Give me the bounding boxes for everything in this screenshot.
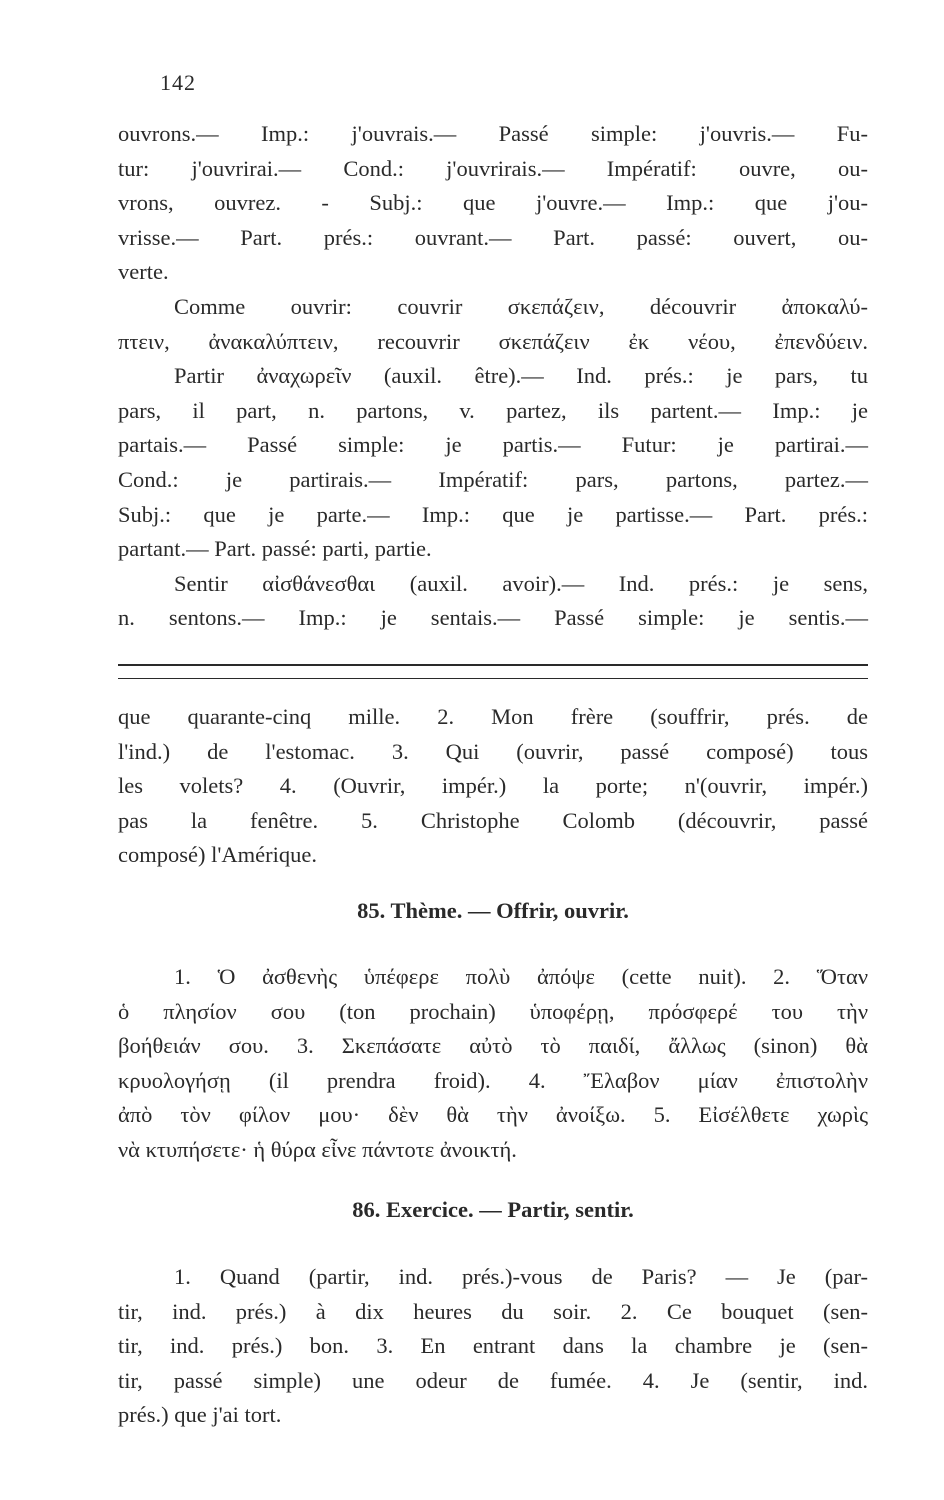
text-line: les volets? 4. (Ouvrir, impér.) la porte; n'(ouvrir, impér.) [118, 773, 868, 799]
text-line: n. sentons.— Imp.: je sentais.— Passé simple: je sentis.— [118, 605, 868, 631]
text-line: que quarante-cinq mille. 2. Mon frère (souffrir, prés. de [118, 704, 868, 729]
text-line: Subj.: que je parte.— Imp.: que je partisse.— Part. prés.: [118, 501, 868, 527]
separator-rule [118, 664, 868, 666]
text-line: Comme ouvrir: couvrir σκεπάζειν, découvrir ἀποκαλύ- [174, 293, 868, 319]
text-line: pars, il part, n. partons, v. partez, ils partent.— Imp.: je [118, 397, 868, 423]
text-line: Cond.: je partirais.— Impératif: pars, partons, partez.— [118, 466, 868, 492]
separator-rule [118, 678, 868, 679]
text-line: κρυολογήσῃ (il prendra froid). 4. Ἔλαβον μίαν ἐπιστολὴν [118, 1067, 868, 1093]
text-line: ouvrons.— Imp.: j'ouvrais.— Passé simple: j'ouvris.— Fu- [118, 121, 868, 146]
text-line: tir, passé simple) une odeur de fumée. 4. Je (sentir, ind. [118, 1367, 868, 1393]
text-line: νὰ κτυπήσετε· ἡ θύρα εἶνε πάντοτε ἀνοικτή. [118, 1136, 517, 1162]
section-86-text [118, 1260, 868, 1433]
text-line: pas la fenêtre. 5. Christophe Colomb (découvrir, passé [118, 807, 868, 833]
section-86-title: 86. Exercice. — Partir, sentir. [352, 1197, 634, 1222]
text-line: composé) l'Amérique. [118, 842, 317, 868]
text-line: prés.) que j'ai tort. [118, 1402, 282, 1428]
text-line: 1. Quand (partir, ind. prés.)-vous de Paris? — Je (par- [174, 1264, 868, 1289]
text-line: tir, ind. prés.) bon. 3. En entrant dans la chambre je (sen- [118, 1333, 868, 1359]
text-line: verte. [118, 259, 169, 285]
text-line: βοήθειάν σου. 3. Σκεπάσατε αὐτὸ τὸ παιδί, ἄλλως (sinon) θὰ [118, 1033, 868, 1059]
text-line: Sentir αἰσθάνεσθαι (auxil. avoir).— Ind. prés.: je sens, [174, 570, 868, 596]
section-85-title: 85. Thème. — Offrir, ouvrir. [357, 898, 629, 923]
text-line: Partir ἀναχωρεῖν (auxil. être).— Ind. prés.: je pars, tu [174, 363, 868, 389]
text-line: tir, ind. prés.) à dix heures du soir. 2. Ce bouquet (sen- [118, 1298, 868, 1324]
text-line: vrisse.— Part. prés.: ouvrant.— Part. passé: ouvert, ou- [118, 224, 868, 250]
exercise-continuation [118, 700, 868, 873]
text-line: ἀπὸ τὸν φίλον μου· δὲν θὰ τὴν ἀνοίξω. 5. Εἰσέλθετε χωρὶς [118, 1102, 868, 1128]
text-line: tur: j'ouvrirai.— Cond.: j'ouvrirais.— Impératif: ouvre, ou- [118, 155, 868, 181]
text-line: 1. Ὁ ἀσθενὴς ὑπέφερε πολὺ ἀπόψε (cette nuit). 2. Ὅταν [174, 964, 868, 989]
text-line: ὁ πλησίον σου (ton prochain) ὑποφέρῃ, πρόσφερέ του τὴν [118, 998, 868, 1024]
text-line: l'ind.) de l'estomac. 3. Qui (ouvrir, passé composé) tous [118, 738, 868, 764]
section-85-text [118, 960, 868, 1168]
page-number: 142 [160, 70, 196, 95]
text-line: vrons, ouvrez. - Subj.: que j'ouvre.— Imp.: que j'ou- [118, 190, 868, 216]
text-line: partais.— Passé simple: je partis.— Futur: je partirai.— [118, 432, 868, 458]
conjugation-text [118, 117, 868, 636]
text-line: partant.— Part. passé: parti, partie. [118, 536, 432, 562]
text-line: πτειν, ἀνακαλύπτειν, recouvrir σκεπάζειν ἐκ νέου, ἐπενδύειν. [118, 328, 868, 354]
